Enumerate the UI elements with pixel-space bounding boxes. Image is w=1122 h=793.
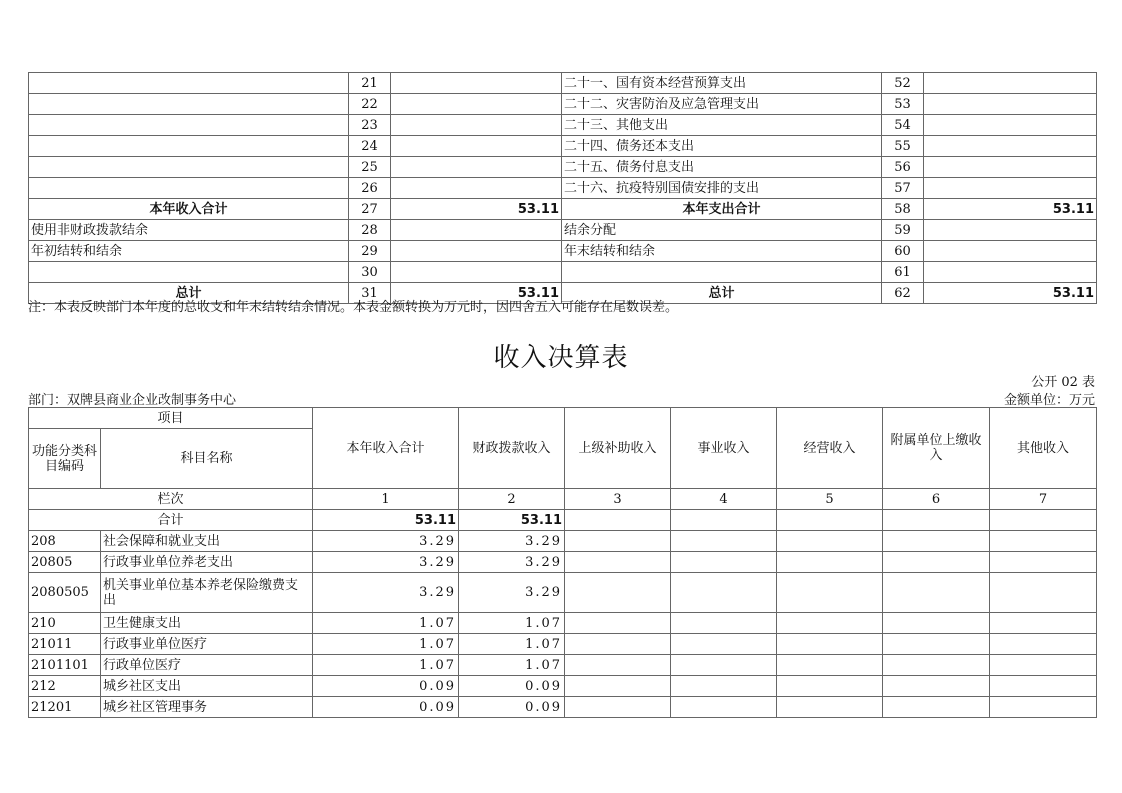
subject-code: 2101101	[29, 655, 101, 676]
left-amount: 53.11	[391, 199, 562, 220]
right-row-number: 52	[882, 73, 924, 94]
value-total: 3.29	[313, 552, 459, 573]
right-amount	[924, 157, 1097, 178]
col-index: 3	[565, 489, 671, 510]
right-label: 二十五、债务付息支出	[562, 157, 882, 178]
right-row-number: 61	[882, 262, 924, 283]
value-empty	[990, 531, 1097, 552]
left-label	[29, 262, 349, 283]
left-row-number: 24	[349, 136, 391, 157]
left-label: 使用非财政拨款结余	[29, 220, 349, 241]
left-amount	[391, 73, 562, 94]
total-value	[565, 510, 671, 531]
value-total: 0.09	[313, 697, 459, 718]
summary-row	[29, 136, 1097, 157]
right-label: 二十一、国有资本经营预算支出	[562, 73, 882, 94]
right-row-number: 54	[882, 115, 924, 136]
value-empty	[671, 613, 777, 634]
left-label	[29, 178, 349, 199]
left-row-number: 25	[349, 157, 391, 178]
summary-row	[29, 199, 1097, 220]
left-row-number: 22	[349, 94, 391, 115]
value-empty	[883, 552, 990, 573]
value-empty	[777, 655, 883, 676]
value-empty	[883, 613, 990, 634]
header-subject-name: 科目名称	[101, 429, 313, 489]
value-empty	[990, 573, 1097, 613]
income-row	[29, 531, 1097, 552]
right-amount	[924, 220, 1097, 241]
unit-label: 金额单位：万元	[1003, 393, 1095, 408]
value-total: 1.07	[313, 634, 459, 655]
summary-row	[29, 178, 1097, 199]
value-fiscal: 1.07	[459, 613, 565, 634]
total-value	[883, 510, 990, 531]
right-label: 结余分配	[562, 220, 882, 241]
total-value: 53.11	[313, 510, 459, 531]
value-empty	[990, 697, 1097, 718]
value-fiscal: 3.29	[459, 531, 565, 552]
value-total: 0.09	[313, 676, 459, 697]
income-row	[29, 697, 1097, 718]
value-empty	[671, 655, 777, 676]
right-amount	[924, 115, 1097, 136]
value-empty	[565, 697, 671, 718]
header-col-1: 本年收入合计	[313, 408, 459, 489]
value-empty	[671, 552, 777, 573]
left-row-number: 31	[349, 283, 391, 304]
left-amount	[391, 157, 562, 178]
right-amount	[924, 178, 1097, 199]
right-amount	[924, 136, 1097, 157]
right-label: 二十四、债务还本支出	[562, 136, 882, 157]
value-empty	[777, 531, 883, 552]
right-row-number: 56	[882, 157, 924, 178]
summary-row	[29, 262, 1097, 283]
value-empty	[777, 552, 883, 573]
value-empty	[883, 573, 990, 613]
total-value	[671, 510, 777, 531]
value-empty	[671, 531, 777, 552]
left-amount	[391, 220, 562, 241]
left-amount	[391, 241, 562, 262]
left-label	[29, 136, 349, 157]
value-empty	[777, 573, 883, 613]
subject-code: 2080505	[29, 573, 101, 613]
income-row	[29, 634, 1097, 655]
left-row-number: 30	[349, 262, 391, 283]
summary-row	[29, 241, 1097, 262]
income-row	[29, 676, 1097, 697]
subject-code: 21011	[29, 634, 101, 655]
summary-row	[29, 115, 1097, 136]
header-col-4: 事业收入	[671, 408, 777, 489]
value-empty	[777, 697, 883, 718]
subject-code: 20805	[29, 552, 101, 573]
right-amount	[924, 241, 1097, 262]
left-label	[29, 94, 349, 115]
income-table	[28, 407, 1097, 718]
subject-name: 城乡社区管理事务	[101, 697, 313, 718]
income-row	[29, 613, 1097, 634]
left-row-number: 26	[349, 178, 391, 199]
subject-name: 行政事业单位养老支出	[101, 552, 313, 573]
value-fiscal: 0.09	[459, 676, 565, 697]
total-value: 53.11	[459, 510, 565, 531]
left-amount	[391, 262, 562, 283]
right-label: 本年支出合计	[562, 199, 882, 220]
left-amount	[391, 136, 562, 157]
value-empty	[990, 655, 1097, 676]
subject-code: 210	[29, 613, 101, 634]
value-empty	[883, 676, 990, 697]
value-fiscal: 0.09	[459, 697, 565, 718]
value-empty	[777, 634, 883, 655]
left-row-number: 29	[349, 241, 391, 262]
value-empty	[565, 634, 671, 655]
header-col-3: 上级补助收入	[565, 408, 671, 489]
value-empty	[777, 613, 883, 634]
summary-table	[28, 72, 1097, 304]
right-amount	[924, 262, 1097, 283]
right-label: 年末结转和结余	[562, 241, 882, 262]
income-row	[29, 573, 1097, 613]
income-row	[29, 655, 1097, 676]
right-amount	[924, 94, 1097, 115]
col-index-label: 栏次	[29, 489, 313, 510]
subject-name: 行政单位医疗	[101, 655, 313, 676]
header-item: 项目	[29, 408, 313, 429]
left-label	[29, 73, 349, 94]
subject-name: 卫生健康支出	[101, 613, 313, 634]
subject-name: 行政事业单位医疗	[101, 634, 313, 655]
summary-row	[29, 94, 1097, 115]
col-index: 7	[990, 489, 1097, 510]
subject-name: 机关事业单位基本养老保险缴费支出	[101, 573, 313, 613]
subject-name: 城乡社区支出	[101, 676, 313, 697]
subject-code: 208	[29, 531, 101, 552]
value-empty	[883, 655, 990, 676]
value-empty	[990, 552, 1097, 573]
value-empty	[565, 552, 671, 573]
left-row-number: 23	[349, 115, 391, 136]
value-empty	[565, 655, 671, 676]
right-label: 二十六、抗疫特别国债安排的支出	[562, 178, 882, 199]
left-label: 本年收入合计	[29, 199, 349, 220]
right-row-number: 57	[882, 178, 924, 199]
right-row-number: 55	[882, 136, 924, 157]
left-amount: 53.11	[391, 283, 562, 304]
left-label	[29, 157, 349, 178]
value-empty	[777, 676, 883, 697]
col-index: 1	[313, 489, 459, 510]
summary-row	[29, 220, 1097, 241]
header-col-2: 财政拨款收入	[459, 408, 565, 489]
income-row	[29, 552, 1097, 573]
subject-name: 社会保障和就业支出	[101, 531, 313, 552]
department-label: 部门：双牌县商业企业改制事务中心	[28, 393, 237, 408]
total-value	[990, 510, 1097, 531]
left-label: 总计	[29, 283, 349, 304]
left-label	[29, 115, 349, 136]
left-row-number: 27	[349, 199, 391, 220]
left-amount	[391, 94, 562, 115]
value-fiscal: 3.29	[459, 552, 565, 573]
total-label: 合计	[29, 510, 313, 531]
header-col-6: 附属单位上缴收入	[883, 408, 990, 489]
summary-row	[29, 73, 1097, 94]
header-col-5: 经营收入	[777, 408, 883, 489]
value-empty	[883, 697, 990, 718]
header-func-code: 功能分类科目编码	[29, 429, 101, 489]
right-row-number: 60	[882, 241, 924, 262]
value-empty	[565, 573, 671, 613]
value-empty	[883, 531, 990, 552]
value-empty	[671, 697, 777, 718]
table-code: 公开 02 表	[1031, 375, 1095, 390]
left-label: 年初结转和结余	[29, 241, 349, 262]
value-empty	[990, 676, 1097, 697]
value-fiscal: 3.29	[459, 573, 565, 613]
right-row-number: 58	[882, 199, 924, 220]
left-row-number: 28	[349, 220, 391, 241]
col-index: 2	[459, 489, 565, 510]
value-empty	[883, 634, 990, 655]
value-empty	[990, 634, 1097, 655]
subject-code: 21201	[29, 697, 101, 718]
left-amount	[391, 178, 562, 199]
value-empty	[565, 531, 671, 552]
page-title: 收入决算表	[493, 343, 629, 373]
right-label: 二十二、灾害防治及应急管理支出	[562, 94, 882, 115]
value-total: 3.29	[313, 573, 459, 613]
total-value	[777, 510, 883, 531]
col-index: 5	[777, 489, 883, 510]
value-empty	[990, 613, 1097, 634]
right-amount: 53.11	[924, 283, 1097, 304]
right-row-number: 53	[882, 94, 924, 115]
left-amount	[391, 115, 562, 136]
right-row-number: 62	[882, 283, 924, 304]
summary-row	[29, 157, 1097, 178]
right-label: 二十三、其他支出	[562, 115, 882, 136]
value-total: 3.29	[313, 531, 459, 552]
right-amount: 53.11	[924, 199, 1097, 220]
value-empty	[671, 676, 777, 697]
right-row-number: 59	[882, 220, 924, 241]
subject-code: 212	[29, 676, 101, 697]
left-row-number: 21	[349, 73, 391, 94]
value-empty	[565, 613, 671, 634]
value-empty	[671, 573, 777, 613]
col-index: 6	[883, 489, 990, 510]
summary-note: 注：本表反映部门本年度的总收支和年末结转结余情况。本表金额转换为万元时，因四舍五入可能存在尾数误差。	[28, 300, 679, 315]
value-fiscal: 1.07	[459, 634, 565, 655]
right-label	[562, 262, 882, 283]
value-empty	[671, 634, 777, 655]
header-col-7: 其他收入	[990, 408, 1097, 489]
value-total: 1.07	[313, 613, 459, 634]
col-index: 4	[671, 489, 777, 510]
value-fiscal: 1.07	[459, 655, 565, 676]
value-total: 1.07	[313, 655, 459, 676]
right-label: 总计	[562, 283, 882, 304]
value-empty	[565, 676, 671, 697]
right-amount	[924, 73, 1097, 94]
